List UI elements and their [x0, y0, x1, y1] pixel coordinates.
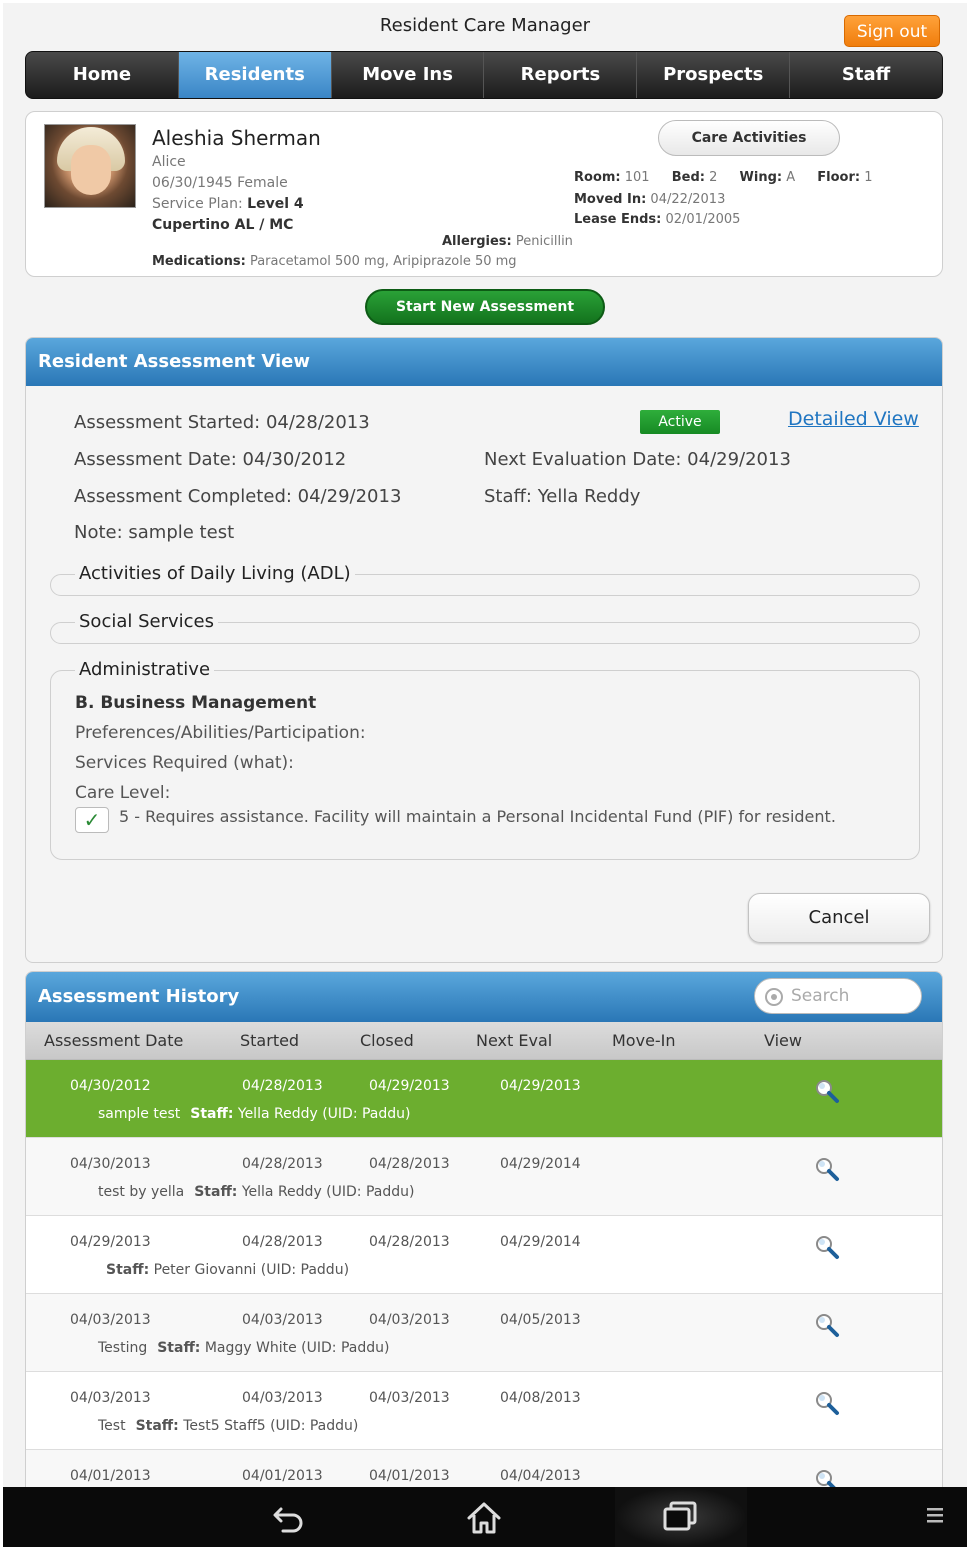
row-assessment-date: 04/29/2013: [70, 1234, 151, 1250]
lease-ends-info: Lease Ends: 02/01/2005: [574, 212, 741, 227]
care-level-text: 5 - Requires assistance. Facility will maintain a Personal Incidental Fund (PIF) for resident.: [119, 807, 836, 826]
view-magnifier-icon[interactable]: [814, 1234, 840, 1260]
medications-info: Medications: Paracetamol 500 mg, Aripiprazole 50 mg: [152, 254, 517, 269]
row-next-eval: 04/29/2013: [500, 1078, 581, 1094]
assessment-history-panel: [25, 971, 943, 1491]
section-administrative[interactable]: [50, 659, 920, 860]
table-row[interactable]: [26, 1450, 942, 1491]
row-next-eval: 04/29/2014: [500, 1234, 581, 1250]
table-row[interactable]: [26, 1138, 942, 1216]
tab-home[interactable]: Home: [26, 52, 179, 98]
allergies-info: Allergies: Penicillin: [442, 234, 573, 249]
col-closed[interactable]: Closed: [360, 1031, 414, 1050]
detailed-view-link[interactable]: Detailed View: [788, 408, 919, 430]
col-move-in[interactable]: Move-In: [612, 1031, 676, 1050]
assessment-note: Note: sample test: [74, 522, 235, 543]
row-closed: 04/29/2013: [369, 1078, 450, 1094]
row-assessment-date: 04/01/2013: [70, 1468, 151, 1484]
row-started: 04/28/2013: [242, 1234, 323, 1250]
col-assessment-date[interactable]: Assessment Date: [44, 1031, 184, 1050]
col-started[interactable]: Started: [240, 1031, 300, 1050]
app-title: Resident Care Manager: [379, 15, 591, 36]
recent-apps-icon[interactable]: [661, 1499, 701, 1535]
row-started: 04/01/2013: [242, 1468, 323, 1484]
assessment-history-header: [26, 972, 942, 1022]
row-staff: Staff: Peter Giovanni (UID: Paddu): [106, 1262, 350, 1278]
row-note: Testing: [98, 1340, 148, 1356]
view-magnifier-icon[interactable]: [814, 1312, 840, 1338]
admin-preferences: Preferences/Abilities/Participation:: [75, 723, 366, 743]
row-staff: Staff: Maggy White (UID: Paddu): [157, 1340, 390, 1356]
table-row[interactable]: [26, 1372, 942, 1450]
back-icon[interactable]: [271, 1499, 307, 1535]
row-note: sample test: [98, 1106, 181, 1122]
resident-photo: [44, 124, 136, 208]
assessment-history-title: Assessment History: [38, 986, 240, 1007]
tab-residents[interactable]: Residents: [179, 52, 332, 98]
row-details: [98, 1418, 358, 1434]
system-nav-bar: [3, 1487, 967, 1547]
row-details: [106, 1262, 349, 1278]
resident-nickname: Alice: [152, 154, 186, 170]
history-rows: [26, 1060, 942, 1491]
row-closed: 04/01/2013: [369, 1468, 450, 1484]
assessment-view-title: Resident Assessment View: [26, 338, 942, 386]
tab-staff[interactable]: Staff: [841, 64, 891, 85]
row-note: Test: [98, 1418, 126, 1434]
row-assessment-date: 04/30/2013: [70, 1156, 151, 1172]
tab-move-ins[interactable]: Move Ins: [332, 52, 485, 98]
table-row[interactable]: [26, 1060, 942, 1138]
admin-care-level-label: Care Level:: [75, 783, 171, 803]
row-started: 04/03/2013: [242, 1390, 323, 1406]
next-evaluation-date: Next Evaluation Date: 04/29/2013: [484, 449, 791, 470]
care-activities-button[interactable]: Care Activities: [658, 120, 840, 156]
section-adl[interactable]: [50, 563, 920, 596]
row-closed: 04/03/2013: [369, 1390, 450, 1406]
assessment-started: Assessment Started: 04/28/2013: [74, 412, 370, 433]
admin-services-required: Services Required (what):: [75, 753, 294, 773]
tab-prospects[interactable]: Prospects: [637, 52, 790, 98]
row-details: [98, 1106, 411, 1122]
view-magnifier-icon[interactable]: [814, 1390, 840, 1416]
row-started: 04/28/2013: [242, 1156, 323, 1172]
row-staff: Staff: Yella Reddy (UID: Paddu): [194, 1184, 415, 1200]
app-screen: [3, 3, 967, 1547]
row-staff: Staff: Test5 Staff5 (UID: Paddu): [135, 1418, 359, 1434]
row-started: 04/03/2013: [242, 1312, 323, 1328]
row-next-eval: 04/05/2013: [500, 1312, 581, 1328]
section-admin-title: Administrative: [75, 659, 214, 680]
main-nav: [25, 51, 943, 99]
moved-in-info: Moved In: 04/22/2013: [574, 192, 726, 207]
assessment-staff: Staff: Yella Reddy: [484, 486, 641, 507]
row-details: [98, 1340, 389, 1356]
row-staff: Staff: Yella Reddy (UID: Paddu): [190, 1106, 411, 1122]
search-input[interactable]: [791, 979, 915, 1013]
col-next-eval[interactable]: Next Eval: [476, 1031, 553, 1050]
assessment-view-panel: [25, 337, 943, 963]
assessment-date: Assessment Date: 04/30/2012: [74, 449, 347, 470]
row-next-eval: 04/04/2013: [500, 1468, 581, 1484]
row-closed: 04/28/2013: [369, 1234, 450, 1250]
table-row[interactable]: [26, 1216, 942, 1294]
row-assessment-date: 04/03/2013: [70, 1390, 151, 1406]
table-row[interactable]: [26, 1294, 942, 1372]
section-adl-title: Activities of Daily Living (ADL): [75, 563, 355, 584]
row-assessment-date: 04/03/2013: [70, 1312, 151, 1328]
resident-name: Aleshia Sherman: [152, 126, 321, 150]
check-icon: ✓: [83, 808, 101, 832]
row-assessment-date: 04/30/2012: [70, 1078, 151, 1094]
status-badge: Active: [640, 410, 720, 434]
row-started: 04/28/2013: [242, 1078, 323, 1094]
room-info: Room: 101 Bed: 2 Wing: A Floor: 1: [574, 170, 873, 185]
tab-reports[interactable]: Reports: [484, 52, 637, 98]
row-closed: 04/03/2013: [369, 1312, 450, 1328]
service-plan: Service Plan: Level 4: [152, 196, 304, 212]
sign-out-button[interactable]: Sign out: [844, 15, 940, 47]
cancel-button[interactable]: Cancel: [748, 893, 930, 943]
section-social-services[interactable]: [50, 611, 920, 644]
search-icon: [765, 988, 783, 1006]
start-new-assessment-button[interactable]: Start New Assessment: [365, 289, 605, 325]
home-icon[interactable]: [465, 1499, 503, 1537]
col-view[interactable]: View: [764, 1031, 802, 1050]
history-column-headers: [26, 1022, 942, 1060]
row-next-eval: 04/08/2013: [500, 1390, 581, 1406]
row-details: [98, 1184, 414, 1200]
view-magnifier-icon[interactable]: [814, 1156, 840, 1182]
search-box[interactable]: [754, 978, 922, 1014]
section-social-title: Social Services: [75, 611, 218, 632]
assessment-completed: Assessment Completed: 04/29/2013: [74, 486, 402, 507]
row-next-eval: 04/29/2014: [500, 1156, 581, 1172]
resident-location: Cupertino AL / MC: [152, 217, 294, 233]
view-magnifier-icon[interactable]: [814, 1078, 840, 1104]
row-closed: 04/28/2013: [369, 1156, 450, 1172]
row-note: test by yella: [98, 1184, 185, 1200]
menu-icon[interactable]: [925, 1505, 945, 1527]
admin-subtitle: B. Business Management: [75, 693, 317, 713]
resident-card: [25, 111, 943, 277]
care-level-checkbox[interactable]: [75, 807, 109, 833]
resident-dob-gender: 06/30/1945 Female: [152, 175, 288, 191]
